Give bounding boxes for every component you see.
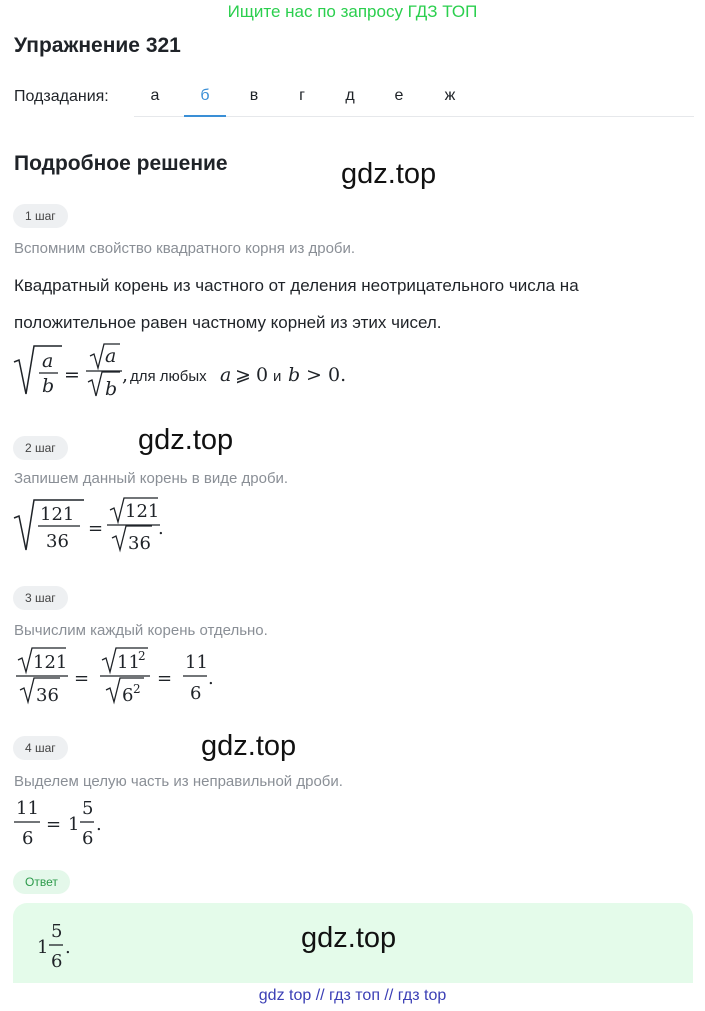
svg-text:.: . [96, 814, 102, 835]
answer-badge: Ответ [13, 870, 70, 894]
svg-text:11: 11 [16, 798, 39, 819]
step-1-text-line1: Квадратный корень из частного от деления неотрицательного числа на [14, 276, 579, 295]
svg-text:b: b [105, 378, 118, 400]
svg-text:=: = [46, 814, 62, 835]
svg-text:>: > [306, 364, 322, 386]
svg-text:2: 2 [138, 649, 146, 663]
subtasks-tabs [134, 78, 694, 117]
svg-text:6: 6 [190, 683, 202, 704]
svg-text:.: . [208, 668, 214, 689]
step-2-badge: 2 шаг [13, 436, 68, 460]
step-4-badge: 4 шаг [13, 736, 68, 760]
svg-text:=: = [88, 518, 104, 539]
svg-text:b: b [42, 375, 55, 397]
tab-b[interactable]: б [200, 87, 210, 104]
watermark-4: gdz.top [301, 922, 397, 954]
svg-text:36: 36 [46, 531, 69, 552]
svg-text:121: 121 [40, 504, 75, 525]
svg-text:36: 36 [36, 685, 59, 706]
svg-text:=: = [157, 668, 173, 689]
step-1-formula [10, 340, 370, 406]
svg-text:5: 5 [82, 798, 94, 819]
step-1-formula-and: и [273, 368, 282, 385]
svg-text:6: 6 [82, 828, 94, 849]
tab-zh[interactable]: ж [444, 87, 456, 104]
svg-text:=: = [74, 668, 90, 689]
step-4-hint: Выделем целую часть из неправильной дроби. [14, 773, 343, 790]
tab-d[interactable]: д [345, 87, 355, 104]
step-3-hint: Вычислим каждый корень отдельно. [14, 622, 268, 639]
svg-text:1: 1 [68, 814, 80, 835]
svg-text:=: = [64, 364, 80, 386]
tab-v[interactable]: в [249, 87, 259, 104]
step-1-hint: Вспомним свойство квадратного корня из дроби. [14, 240, 356, 257]
step-2-formula [10, 494, 210, 558]
svg-text:⩾: ⩾ [235, 364, 251, 386]
step-1-badge: 1 шаг [13, 204, 68, 228]
svg-text:6: 6 [22, 828, 34, 849]
step-4-formula [12, 796, 132, 852]
step-3-badge: 3 шаг [13, 586, 68, 610]
svg-text:,: , [122, 364, 129, 386]
tab-e[interactable]: е [394, 87, 404, 104]
svg-text:11: 11 [185, 652, 208, 673]
search-banner: Ищите нас по запросу ГДЗ ТОП [227, 2, 478, 21]
active-tab-indicator [184, 115, 226, 117]
svg-text:36: 36 [128, 533, 151, 554]
subtasks-label: Подзадания: [14, 88, 109, 105]
tab-a[interactable]: а [150, 87, 160, 104]
step-3-formula [12, 646, 242, 710]
svg-text:5: 5 [51, 921, 63, 942]
svg-text:.: . [65, 937, 71, 958]
svg-text:a: a [105, 345, 117, 367]
svg-text:11: 11 [117, 652, 140, 673]
svg-text:0.: 0. [328, 364, 347, 386]
tab-g[interactable]: г [299, 87, 305, 104]
solution-heading: Подробное решение [14, 152, 228, 175]
answer-formula [35, 917, 95, 973]
watermark-1: gdz.top [341, 158, 437, 190]
svg-text:2: 2 [133, 682, 141, 696]
svg-text:6: 6 [122, 685, 134, 706]
footer-links[interactable]: gdz top // гдз топ // гдз top [258, 987, 447, 1004]
svg-text:a: a [42, 350, 54, 372]
svg-text:121: 121 [33, 652, 68, 673]
step-1-formula-text: для любых [130, 368, 207, 385]
svg-text:121: 121 [125, 501, 160, 522]
watermark-2: gdz.top [138, 424, 234, 456]
step-1-text-line2: положительное равен частному корней из этих чисел. [14, 313, 442, 332]
svg-text:a: a [220, 364, 232, 386]
svg-text:.: . [158, 518, 164, 539]
svg-text:b: b [288, 364, 301, 386]
svg-text:0: 0 [256, 364, 269, 386]
svg-text:6: 6 [51, 951, 63, 972]
svg-text:1: 1 [37, 937, 49, 958]
step-2-hint: Запишем данный корень в виде дроби. [14, 470, 289, 487]
page-title: Упражнение 321 [14, 34, 181, 57]
watermark-3: gdz.top [201, 730, 297, 762]
